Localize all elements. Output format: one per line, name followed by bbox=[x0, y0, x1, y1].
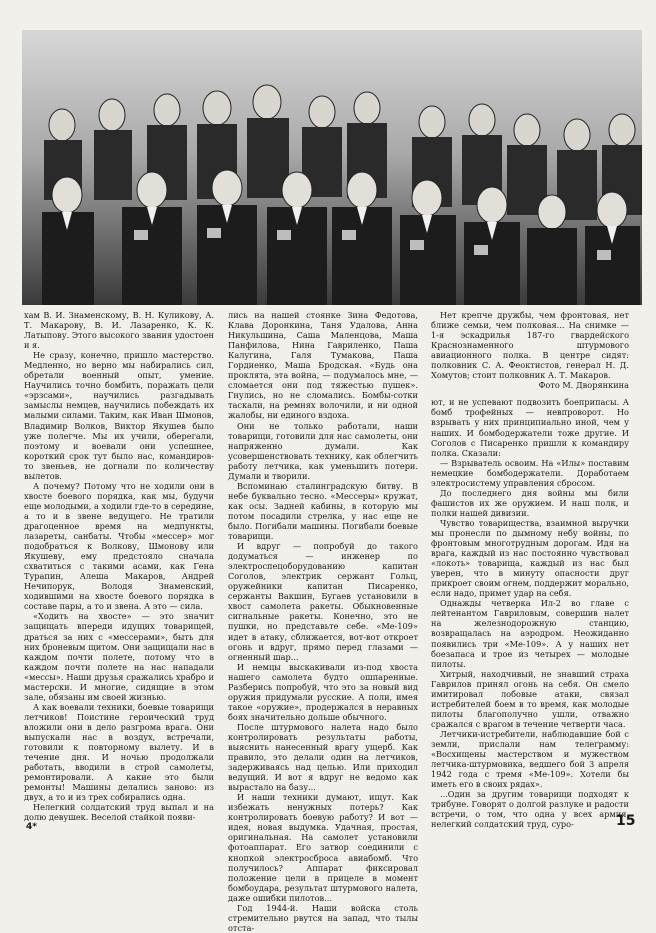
page-number-left: 4* bbox=[26, 822, 37, 832]
paragraph: ...Один за другим товарищи подходят к трибуне. Говорят о долгой разлуке и радости встречи, о том, что одна у всех армия, нелегкий солдатский труд, суро- bbox=[431, 789, 629, 830]
paragraph: И наши техники думают, ищут. Как избежать ненужных потерь? Как контролировать боевую работу? И вот — идея, новая выдумка. Удачная, простая, оригинальная. На самолет установили фотоаппарат. Его затвор соединили с кнопкой электросброса авиабомб. Что получилось? Аппарат фиксировал положение цели в прицеле в момент бомбоудара, результат штурмового налета, даже ошибки пилотов... bbox=[228, 792, 418, 903]
paragraph: До последнего дня войны мы били фашистов их же оружием. И наш полк, и полки нашей дивизии. bbox=[431, 487, 629, 518]
paragraph: И немцы выскакивали из-под хвоста нашего самолета будто ошпаренные. Разберись попробуй, что это за новый вид оружия придумали русские. А поли, имея такое «оружие», продержался в неравных боях значительно дольше обычного. bbox=[228, 661, 418, 722]
photo-caption: Нет крепче дружбы, чем фронтовая, нет ближе семьи, чем полковая... На снимке — 1-я эскадрилья 187-го гвардейского Краснознаменного штурмового авиационного полка. В центре сидят: полковник С. А. Феоктистов, генерал Н. Д. Хомутов; стоит полковник А. Т. Макаров. bbox=[431, 310, 629, 381]
paragraph: «Ходить на хвосте» — это значит защищать впереди идущих товарищей, драться за них с «мессерами», быть для них броневым щитом. Они защищали нас в каждом почти полете, потому что в каждом почти полете на нас нападали «мессы». Наши друзья сражались храбро и мастерски. И многие, сидящие в этом зале, обязаны им своей жизнью. bbox=[24, 611, 214, 702]
paragraph: После штурмового налета надо было контролировать результаты работы, выяснить нанесенный врагу ущерб. Как правило, это делали один на летчиков, задерживаясь над целью. Или приходил ведущий. И вот я вдруг не ведомо как вырастало на базу... bbox=[228, 721, 418, 793]
paragraph: Однажды четверка Ил-2 во главе с лейтенантом Гавриловым, совершив налет на железнодорожную станцию, возвращалась на аэродром. Неожиданно появились три «Ме-109». А у наших нет боезапаса и трое из четырех — молодые пилоты. bbox=[431, 598, 629, 669]
paragraph: А почему? Потому что не ходили они в хвосте боевого порядка, как мы, будучи еще молодыми, а ходили где-то в середине, а то и в звене ведущего. Не тратили драгоценное время на медпункты, лазареты, санбаты. Чтобы «мессер» мог подобраться к Волкову, Шмонову или Якушеву, ему предстояло сначала схватиться с такими асами, как Гена Турапин, Алеша Макаров, Андрей Нечипорук, Володя Знаменский, ходившими на хвосте боевого порядка в составе пары, а то и звена. А это — сила. bbox=[24, 480, 214, 612]
paragraph: И вдруг — попробуй до такого додуматься — инженер по электроспецоборудованию капитан Соголов, электрик сержант Гольц, оружейники капитан Писаренко, сержанты Вакшин, Бугаев установили в хвост самолета ракеты. Обыкновенные сигнальные ракеты. Конечно, это не пушки, но представьте себе. «Ме-109» идет в атаку, сближается, вот-вот откроет огонь и вдруг, прямо перед глазами — огненный шар... bbox=[228, 541, 418, 662]
text-column-2 bbox=[228, 310, 418, 933]
paragraph: Они не только работали, наши товарищи, готовили для нас самолеты, они напряженно думали. Как усовершенствовать технику, как облегчить работу летчика, как уменьшить потери. Думали и творили. bbox=[228, 420, 418, 481]
photo-credit: Фото М. Дворянкина bbox=[538, 380, 629, 391]
paragraph: лись на нашей стоянке Зина Федотова, Клава Доронкина, Таня Удалова, Анна Никульшина, Саша Маленцова, Маша Панфилова, Нина Гавриленко, Паша Калугина, Галя Тумакова, Паша Гордиенко, Маша Бродская. «Будь она проклята, эта война, — подумалось мне, — сломается они под тяжестью пушек». Гнулись, но не сломались. Бомбы-сотки таскали, на ремнях волочили, и ни одной жалобы, ни единого вздоха. bbox=[228, 310, 418, 421]
paragraph: — Взрыватель освоим. На «Илы» поставим немецкие бомбодержатели. Доработаем электросистему управления сбросом. bbox=[431, 457, 629, 488]
text-column-3 bbox=[431, 310, 629, 829]
group-photo-illustration bbox=[22, 30, 642, 305]
text-column-1 bbox=[24, 310, 214, 822]
paragraph: Летчики-истребители, наблюдавшие бой с земли, прислали нам телеграмму: «Восхищены мастерством и мужеством летчика-штурмовика, ведшего бой 3 апреля 1942 года с тремя «Ме-109». Хотели бы иметь его в своих рядах». bbox=[431, 728, 629, 790]
paragraph: Вспоминаю сталинградскую битву. В небе буквально тесно. «Мессеры» кружат, как осы. Задней кабины, в которую мы потом посадили стрелка, у нас еще не было. Погибали машины. Погибали боевые товарищи. bbox=[228, 480, 418, 542]
paragraph: Год 1944-й. Наши войска столь стремительно рвутся на запад, что тылы отста- bbox=[228, 902, 418, 933]
paragraph: Хитрый, находчивый, не знавший страха Гаврилов принял огонь на себя. Он смело имитировал лобовые атаки, связал истребителей боем в то время, как молодые пилоты благополучно ушли, отважно сражался с врагом в течение четверти часа. bbox=[431, 668, 629, 729]
paragraph: Не сразу, конечно, пришло мастерство. Медленно, но верно мы набирались сил, обретали военный опыт, умение. Научились точно бомбить, поражать цели «эрзсами», научились разгадывать замыслы немцев, научились побеждать их малыми силами. Таким, как Иван Шмонов, Владимир Волков, Виктор Якушев было уже полегче. Мы их учили, оберегали, поэтому и воевали они успешнее, короткий срок тут было нас, командиров-то звеньев, не догнали по количеству вылетов. bbox=[24, 350, 214, 481]
paragraph: А как воевали техники, боевые товарищи летчиков! Поистине героический труд вложили они в дело разгрома врага. Они выпускали нас в воздух, встречали, готовили к повторному вылету. И в течение дня. И ночью продолжали работать, вводили в строй самолеты, ремонтировали. А какие это были ремонты! Машины делались заново: из двух, а то и из трех собирались одна. bbox=[24, 701, 214, 803]
paragraph: Чувство товарищества, взаимной выручки мы пронесли по дымному небу войны, по фронтовым многотрудным дорогам. Идя на врага, каждый из нас постоянно чувствовал «локоть» товарища, каждый из нас был уверен, что в минуту опасности друг прикроет своим огнем, поддержит морально, если надо, примет удар на себя. bbox=[431, 517, 629, 599]
paragraph: ют, и не успевают подвозить боеприпасы. А бомб трофейных — невпроворот. Но взрывать у них принципиально иной, чем у наших. И бомбодержатели тоже другие. И Соголов с Писаренко пришли к командиру полка. Сказали: bbox=[431, 397, 629, 458]
group-photo bbox=[22, 30, 642, 305]
paragraph: хам В. И. Знаменскому, В. Н. Куликову, А. Т. Макарову, В. И. Лазаренко, К. К. Латыпову. Этого высокого звания удостоен и я. bbox=[24, 310, 214, 351]
paragraph: Нелегкий солдатский труд выпал и на долю девушек. Веселой стайкой появи- bbox=[24, 802, 214, 823]
page-number-right: 15 bbox=[616, 813, 636, 829]
